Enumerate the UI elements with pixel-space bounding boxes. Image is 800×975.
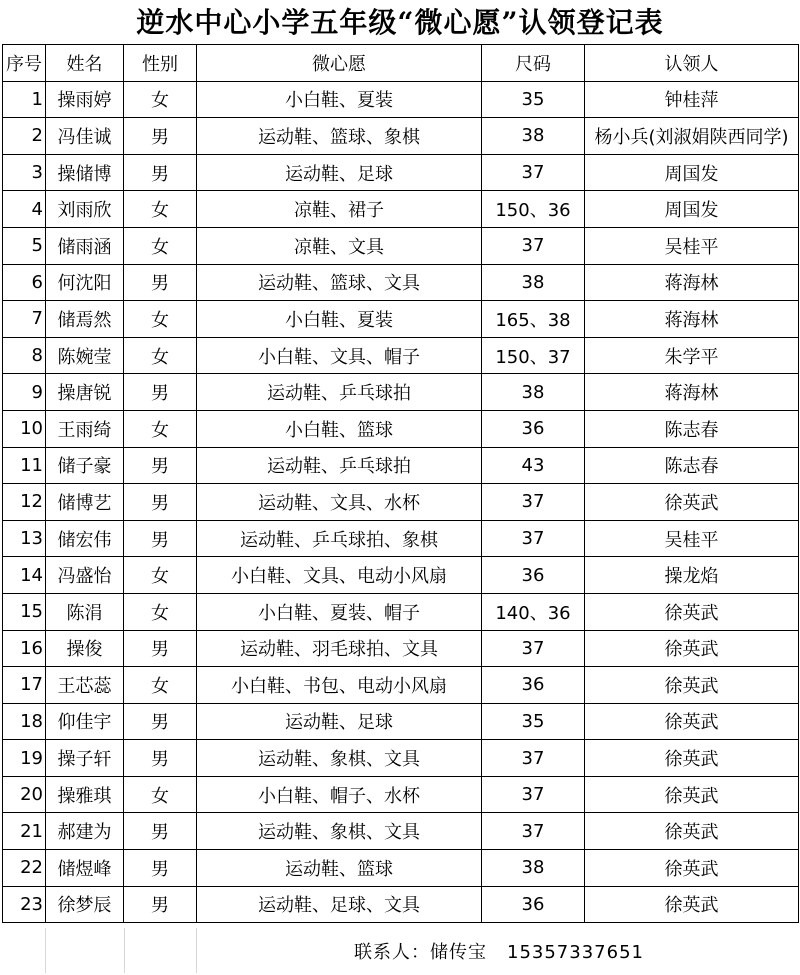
row-gender: 女 xyxy=(124,667,197,704)
row-claimant: 吴桂平 xyxy=(585,227,799,264)
row-name: 储雨涵 xyxy=(46,227,124,264)
table-row xyxy=(3,410,799,447)
row-size: 35 xyxy=(482,81,585,118)
row-gender: 女 xyxy=(124,337,197,374)
row-name: 储煜峰 xyxy=(46,850,124,887)
row-wish: 小白鞋、篮球 xyxy=(197,410,482,447)
sheet-gridline xyxy=(45,928,46,973)
row-gender: 男 xyxy=(124,484,197,521)
header-row xyxy=(3,45,799,82)
row-name: 何沈阳 xyxy=(46,264,124,301)
row-wish: 运动鞋、篮球、文具 xyxy=(197,264,482,301)
row-claimant: 徐英武 xyxy=(585,813,799,850)
row-gender: 男 xyxy=(124,740,197,777)
row-gender: 男 xyxy=(124,374,197,411)
row-gender: 女 xyxy=(124,593,197,630)
row-wish: 运动鞋、乒乓球拍 xyxy=(197,447,482,484)
row-gender: 女 xyxy=(124,301,197,338)
row-claimant: 周国发 xyxy=(585,154,799,191)
row-name: 操雨婷 xyxy=(46,81,124,118)
row-seq: 9 xyxy=(3,374,46,411)
row-seq: 7 xyxy=(3,301,46,338)
sheet-gridline xyxy=(124,928,125,973)
table-row xyxy=(3,557,799,594)
row-seq: 2 xyxy=(3,118,46,155)
row-wish: 运动鞋、足球、文具 xyxy=(197,886,482,923)
row-name: 储焉然 xyxy=(46,301,124,338)
row-gender: 女 xyxy=(124,81,197,118)
row-wish: 运动鞋、足球 xyxy=(197,703,482,740)
row-size: 38 xyxy=(482,374,585,411)
table-row xyxy=(3,850,799,887)
row-claimant: 朱学平 xyxy=(585,337,799,374)
sheet-title: 逆水中心小学五年级“微心愿”认领登记表 xyxy=(136,6,664,39)
row-size: 150、37 xyxy=(482,337,585,374)
row-seq: 5 xyxy=(3,227,46,264)
row-wish: 运动鞋、象棋、文具 xyxy=(197,740,482,777)
row-name: 仰佳宇 xyxy=(46,703,124,740)
row-seq: 15 xyxy=(3,593,46,630)
row-size: 36 xyxy=(482,410,585,447)
row-size: 38 xyxy=(482,264,585,301)
row-claimant: 杨小兵(刘淑娟陕西同学) xyxy=(585,118,799,155)
row-size: 43 xyxy=(482,447,585,484)
footer xyxy=(0,928,800,973)
table-row xyxy=(3,886,799,923)
row-wish: 运动鞋、乒乓球拍、象棋 xyxy=(197,520,482,557)
row-seq: 3 xyxy=(3,154,46,191)
row-gender: 男 xyxy=(124,813,197,850)
row-gender: 男 xyxy=(124,154,197,191)
row-size: 150、36 xyxy=(482,191,585,228)
row-claimant: 徐英武 xyxy=(585,776,799,813)
row-claimant: 周国发 xyxy=(585,191,799,228)
row-name: 冯盛怡 xyxy=(46,557,124,594)
row-name: 储宏伟 xyxy=(46,520,124,557)
row-name: 储子豪 xyxy=(46,447,124,484)
row-name: 陈婉莹 xyxy=(46,337,124,374)
table-row xyxy=(3,813,799,850)
row-name: 王芯蕊 xyxy=(46,667,124,704)
row-claimant: 陈志春 xyxy=(585,410,799,447)
row-gender: 女 xyxy=(124,227,197,264)
header-size: 尺码 xyxy=(482,45,585,82)
row-wish: 运动鞋、篮球、象棋 xyxy=(197,118,482,155)
row-size: 36 xyxy=(482,667,585,704)
row-seq: 19 xyxy=(3,740,46,777)
row-size: 36 xyxy=(482,557,585,594)
row-gender: 男 xyxy=(124,520,197,557)
row-name: 王雨绮 xyxy=(46,410,124,447)
row-size: 37 xyxy=(482,227,585,264)
registration-table xyxy=(2,44,799,923)
table-row xyxy=(3,776,799,813)
row-wish: 小白鞋、夏装、帽子 xyxy=(197,593,482,630)
row-seq: 18 xyxy=(3,703,46,740)
row-size: 37 xyxy=(482,630,585,667)
row-size: 38 xyxy=(482,118,585,155)
row-wish: 运动鞋、象棋、文具 xyxy=(197,813,482,850)
row-claimant: 陈志春 xyxy=(585,447,799,484)
row-size: 37 xyxy=(482,776,585,813)
row-gender: 女 xyxy=(124,410,197,447)
row-name: 操子轩 xyxy=(46,740,124,777)
row-wish: 小白鞋、文具、帽子 xyxy=(197,337,482,374)
row-seq: 21 xyxy=(3,813,46,850)
row-claimant: 蒋海林 xyxy=(585,264,799,301)
row-name: 刘雨欣 xyxy=(46,191,124,228)
row-name: 操雅琪 xyxy=(46,776,124,813)
row-claimant: 徐英武 xyxy=(585,850,799,887)
row-seq: 17 xyxy=(3,667,46,704)
row-name: 徐梦辰 xyxy=(46,886,124,923)
row-seq: 1 xyxy=(3,81,46,118)
row-gender: 女 xyxy=(124,191,197,228)
row-name: 操唐锐 xyxy=(46,374,124,411)
row-seq: 22 xyxy=(3,850,46,887)
table-row xyxy=(3,630,799,667)
row-gender: 男 xyxy=(124,703,197,740)
header-wish: 微心愿 xyxy=(197,45,482,82)
row-seq: 16 xyxy=(3,630,46,667)
row-claimant: 徐英武 xyxy=(585,740,799,777)
row-seq: 13 xyxy=(3,520,46,557)
row-wish: 小白鞋、夏装 xyxy=(197,81,482,118)
contact-info xyxy=(354,938,644,964)
header-name: 姓名 xyxy=(46,45,124,82)
table-row xyxy=(3,447,799,484)
row-size: 37 xyxy=(482,813,585,850)
row-claimant: 蒋海林 xyxy=(585,301,799,338)
contact-phone: 15357337651 xyxy=(507,942,644,963)
row-size: 35 xyxy=(482,703,585,740)
row-claimant: 徐英武 xyxy=(585,484,799,521)
row-size: 140、36 xyxy=(482,593,585,630)
row-claimant: 操龙焰 xyxy=(585,557,799,594)
row-size: 37 xyxy=(482,740,585,777)
row-gender: 男 xyxy=(124,630,197,667)
sheet-gridline xyxy=(196,928,197,973)
row-gender: 女 xyxy=(124,776,197,813)
table-row xyxy=(3,118,799,155)
row-wish: 小白鞋、文具、电动小风扇 xyxy=(197,557,482,594)
table-row xyxy=(3,593,799,630)
table-row xyxy=(3,337,799,374)
table-row xyxy=(3,81,799,118)
row-seq: 23 xyxy=(3,886,46,923)
row-size: 37 xyxy=(482,154,585,191)
table-row xyxy=(3,703,799,740)
row-seq: 20 xyxy=(3,776,46,813)
table-row xyxy=(3,227,799,264)
row-claimant: 徐英武 xyxy=(585,886,799,923)
row-claimant: 徐英武 xyxy=(585,703,799,740)
row-seq: 11 xyxy=(3,447,46,484)
header-gender: 性别 xyxy=(124,45,197,82)
table-row xyxy=(3,154,799,191)
row-size: 36 xyxy=(482,886,585,923)
table-row xyxy=(3,520,799,557)
table-row xyxy=(3,374,799,411)
contact-label: 联系人：储传宝 xyxy=(354,942,487,963)
row-gender: 男 xyxy=(124,447,197,484)
row-name: 冯佳诚 xyxy=(46,118,124,155)
row-wish: 运动鞋、足球 xyxy=(197,154,482,191)
row-wish: 小白鞋、帽子、水杯 xyxy=(197,776,482,813)
row-claimant: 钟桂萍 xyxy=(585,81,799,118)
row-wish: 凉鞋、文具 xyxy=(197,227,482,264)
row-claimant: 蒋海林 xyxy=(585,374,799,411)
row-wish: 运动鞋、羽毛球拍、文具 xyxy=(197,630,482,667)
table-row xyxy=(3,667,799,704)
table-row xyxy=(3,191,799,228)
row-name: 储博艺 xyxy=(46,484,124,521)
row-size: 37 xyxy=(482,520,585,557)
row-seq: 4 xyxy=(3,191,46,228)
row-wish: 凉鞋、裙子 xyxy=(197,191,482,228)
row-wish: 运动鞋、文具、水杯 xyxy=(197,484,482,521)
row-gender: 男 xyxy=(124,886,197,923)
row-gender: 男 xyxy=(124,850,197,887)
table-row xyxy=(3,301,799,338)
row-seq: 14 xyxy=(3,557,46,594)
row-seq: 12 xyxy=(3,484,46,521)
row-name: 操俊 xyxy=(46,630,124,667)
row-wish: 运动鞋、篮球 xyxy=(197,850,482,887)
row-wish: 运动鞋、乒乓球拍 xyxy=(197,374,482,411)
row-size: 165、38 xyxy=(482,301,585,338)
row-claimant: 徐英武 xyxy=(585,667,799,704)
row-wish: 小白鞋、夏装 xyxy=(197,301,482,338)
row-seq: 6 xyxy=(3,264,46,301)
row-name: 陈涓 xyxy=(46,593,124,630)
table-row xyxy=(3,484,799,521)
row-seq: 10 xyxy=(3,410,46,447)
row-name: 操储博 xyxy=(46,154,124,191)
row-gender: 男 xyxy=(124,264,197,301)
row-claimant: 吴桂平 xyxy=(585,520,799,557)
row-wish: 小白鞋、书包、电动小风扇 xyxy=(197,667,482,704)
row-gender: 女 xyxy=(124,557,197,594)
row-gender: 男 xyxy=(124,118,197,155)
header-seq: 序号 xyxy=(3,45,46,82)
row-seq: 8 xyxy=(3,337,46,374)
header-claimant: 认领人 xyxy=(585,45,799,82)
table-row xyxy=(3,740,799,777)
row-claimant: 徐英武 xyxy=(585,593,799,630)
row-claimant: 徐英武 xyxy=(585,630,799,667)
row-size: 38 xyxy=(482,850,585,887)
table-row xyxy=(3,264,799,301)
row-size: 37 xyxy=(482,484,585,521)
row-name: 郝建为 xyxy=(46,813,124,850)
